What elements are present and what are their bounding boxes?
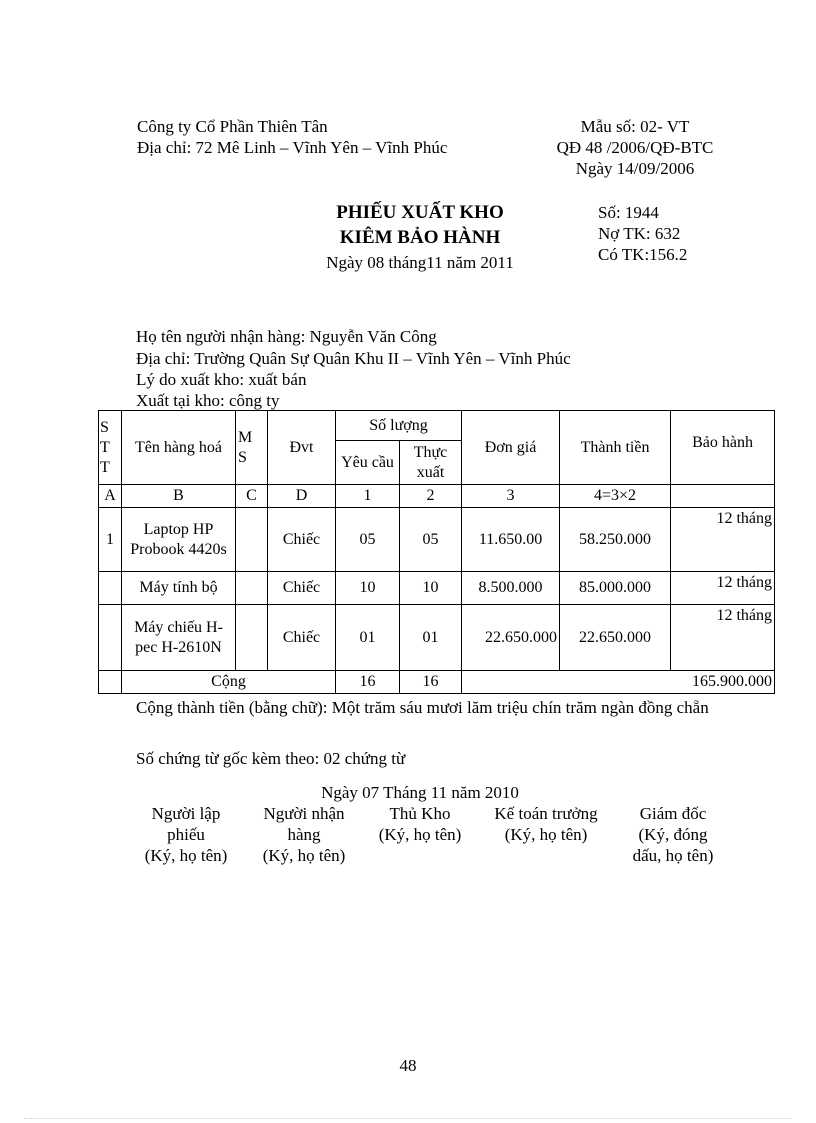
table-row <box>99 605 775 671</box>
header-stt-t2: T <box>100 458 110 476</box>
signature-note: (Ký, họ tên) <box>504 825 588 844</box>
page-bottom-divider <box>24 1118 792 1119</box>
signature-title: Kế toán trưởng <box>494 804 598 823</box>
signature-title: Giám đốc <box>639 804 707 823</box>
header-actual: Thực xuất <box>400 441 462 485</box>
row-unit: Chiếc <box>268 605 336 671</box>
table-code-row <box>99 485 775 508</box>
receiver-address: Địa chỉ: Trường Quân Sự Quân Khu II – Vĩnh Yên – Vĩnh Phúc <box>136 349 571 368</box>
signature-title: Thủ Kho <box>389 804 451 823</box>
voucher-number: Số: 1944 <box>598 203 659 222</box>
code-cell: B <box>122 485 236 508</box>
row-name: Máy chiếu H-pec H-2610N <box>122 605 236 671</box>
row-actual: 01 <box>400 605 462 671</box>
sign-date: Ngày 07 Tháng 11 năm 2010 <box>321 783 519 802</box>
row-actual: 10 <box>400 572 462 605</box>
code-cell: 4=3×2 <box>560 485 671 508</box>
row-amount: 22.650.000 <box>560 605 671 671</box>
decision-date: Ngày 14/09/2006 <box>575 159 695 178</box>
header-stt-t1: T <box>100 438 110 456</box>
total-requested: 16 <box>336 671 400 694</box>
row-warranty: 12 tháng <box>671 508 775 572</box>
row-actual: 05 <box>400 508 462 572</box>
header-ms <box>236 411 268 485</box>
signature-title: Người lập phiếu <box>151 804 221 844</box>
row-ms <box>236 572 268 605</box>
signature-receiver <box>252 803 356 866</box>
header-stt <box>99 411 122 485</box>
row-warranty: 12 tháng <box>671 605 775 671</box>
row-price: 8.500.000 <box>462 572 560 605</box>
row-stt: 1 <box>99 508 122 572</box>
receiver-name: Họ tên người nhận hàng: Nguyễn Văn Công <box>136 327 437 346</box>
row-unit: Chiếc <box>268 572 336 605</box>
signature-note: (Ký, đóng dấu, họ tên) <box>632 825 714 865</box>
company-address: Địa chỉ: 72 Mê Linh – Vĩnh Yên – Vĩnh Phúc <box>137 138 448 157</box>
header-quantity: Số lượng <box>336 411 462 441</box>
row-name: Máy tính bộ <box>122 572 236 605</box>
amount-in-words: Cộng thành tiền (bằng chữ): Một trăm sáu mươi lăm triệu chín trăm ngàn đồng chẵn <box>136 698 709 717</box>
total-amount: 165.900.000 <box>462 671 775 694</box>
signature-title: Người nhận hàng <box>263 804 345 844</box>
row-unit: Chiếc <box>268 508 336 572</box>
code-cell: 1 <box>336 485 400 508</box>
row-requested: 10 <box>336 572 400 605</box>
row-price: 11.650.00 <box>462 508 560 572</box>
code-cell <box>671 485 775 508</box>
header-requested: Yêu cầu <box>336 441 400 485</box>
header-unit: Đvt <box>268 411 336 485</box>
signature-director <box>620 803 726 866</box>
row-stt <box>99 572 122 605</box>
total-actual: 16 <box>400 671 462 694</box>
total-blank <box>99 671 122 694</box>
signature-note: (Ký, họ tên) <box>144 846 228 865</box>
company-name: Công ty Cổ Phần Thiên Tân <box>137 117 328 136</box>
document-subtitle: KIÊM BẢO HÀNH <box>339 227 501 248</box>
row-stt <box>99 605 122 671</box>
header-name: Tên hàng hoá <box>122 411 236 485</box>
table-header-row <box>99 411 775 441</box>
row-warranty: 12 tháng <box>671 572 775 605</box>
code-cell: D <box>268 485 336 508</box>
goods-table <box>98 410 775 694</box>
debit-account: Nợ TK: 632 <box>598 224 681 243</box>
signature-note: (Ký, họ tên) <box>262 846 346 865</box>
row-price: 22.650.000 <box>462 605 560 671</box>
table-total-row <box>99 671 775 694</box>
row-amount: 85.000.000 <box>560 572 671 605</box>
code-cell: 3 <box>462 485 560 508</box>
header-ms-s: S <box>238 448 247 466</box>
code-cell: 2 <box>400 485 462 508</box>
code-cell: C <box>236 485 268 508</box>
header-amount: Thành tiền <box>560 411 671 485</box>
page-number: 48 <box>399 1056 417 1075</box>
warehouse: Xuất tại kho: công ty <box>136 391 280 410</box>
row-name: Laptop HP Probook 4420s <box>122 508 236 572</box>
header-stt-s: S <box>100 418 109 436</box>
attachments: Số chứng từ gốc kèm theo: 02 chứng từ <box>136 749 406 768</box>
signature-storekeeper <box>368 803 472 845</box>
signature-note: (Ký, họ tên) <box>378 825 462 844</box>
row-requested: 05 <box>336 508 400 572</box>
signature-preparer <box>136 803 236 866</box>
table-row <box>99 508 775 572</box>
code-cell: A <box>99 485 122 508</box>
header-ms-m: M <box>238 428 253 446</box>
document-title: PHIẾU XUẤT KHO <box>336 202 504 223</box>
total-label: Cộng <box>122 671 336 694</box>
form-number: Mẫu số: 02- VT <box>580 117 690 136</box>
document-date: Ngày 08 tháng11 năm 2011 <box>326 253 514 272</box>
signature-chief-accountant <box>484 803 608 845</box>
header-warranty: Bảo hành <box>671 411 775 485</box>
row-amount: 58.250.000 <box>560 508 671 572</box>
header-price: Đơn giá <box>462 411 560 485</box>
credit-account: Có TK:156.2 <box>598 245 688 264</box>
row-ms <box>236 508 268 572</box>
decision-number: QĐ 48 /2006/QĐ-BTC <box>556 138 714 157</box>
table-row <box>99 572 775 605</box>
export-reason: Lý do xuất kho: xuất bán <box>136 370 307 389</box>
row-ms <box>236 605 268 671</box>
row-requested: 01 <box>336 605 400 671</box>
